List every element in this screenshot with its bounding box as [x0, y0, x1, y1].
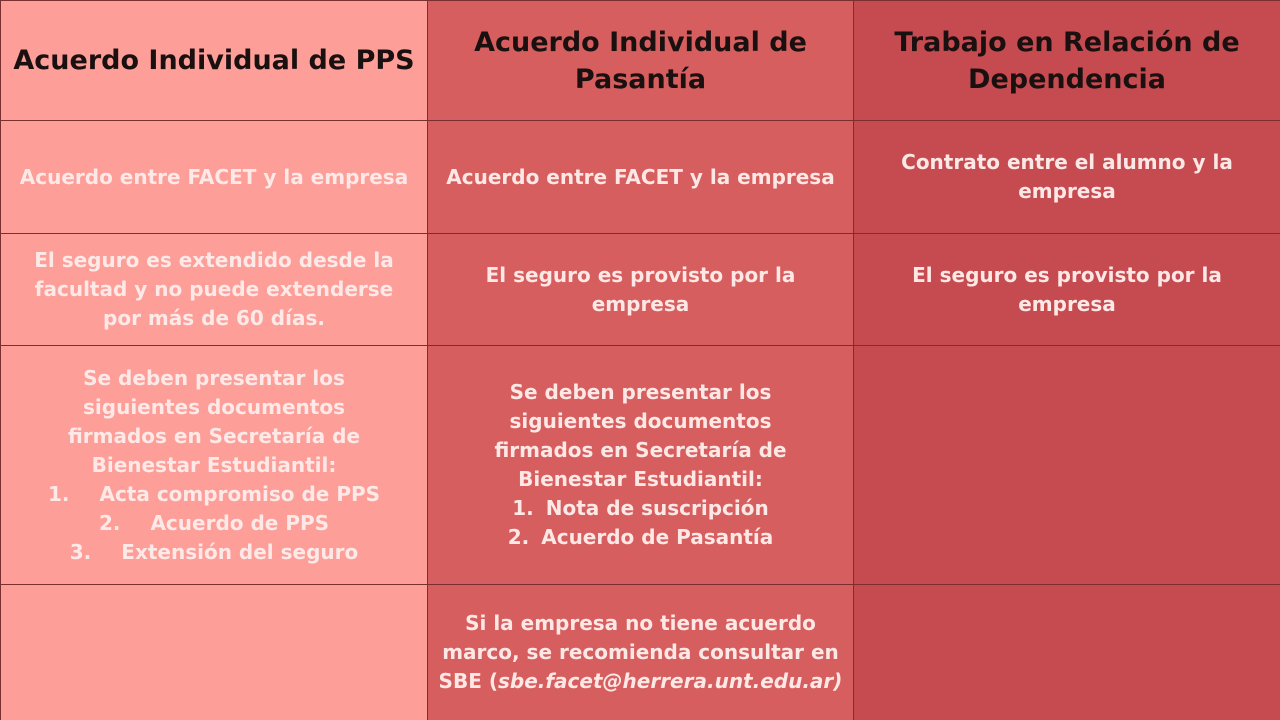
- documents-cell-pasantia: [428, 346, 854, 585]
- documents-cell-dependencia: [854, 346, 1280, 585]
- note-pasantia: [438, 609, 843, 696]
- header-row: [1, 1, 1280, 121]
- agreement-cell-pasantia: [428, 121, 854, 234]
- list-number: 1.: [512, 496, 534, 520]
- list-item: [438, 523, 843, 552]
- header-dependencia: Trabajo en Relación de Dependencia: [894, 26, 1240, 95]
- documents-pps-list: [11, 480, 417, 567]
- contact-email: sbe.facet@herrera.unt.edu.ar): [497, 669, 843, 693]
- insurance-row: [1, 234, 1280, 346]
- insurance-dependencia: El seguro es provisto por la empresa: [912, 262, 1222, 316]
- insurance-pps: El seguro es extendido desde la facultad y no puede extenderse por más de 60 días.: [34, 248, 394, 330]
- list-item: [438, 494, 843, 523]
- insurance-pasantia: El seguro es provisto por la empresa: [485, 262, 796, 316]
- note-text: Si la empresa no tiene acuerdo marco, se recomienda consultar en SBE (: [438, 611, 839, 693]
- header-pasantia: Acuerdo Individual de Pasantía: [474, 26, 807, 95]
- note-cell-pasantia: [428, 585, 854, 720]
- agreement-row: [1, 121, 1280, 234]
- insurance-cell-pps: [1, 234, 428, 346]
- list-text: Nota de suscripción: [545, 496, 769, 520]
- list-text: Acuerdo de PPS: [150, 510, 330, 535]
- insurance-cell-pasantia: [428, 234, 854, 346]
- insurance-cell-dependencia: [854, 234, 1280, 346]
- agreement-dependencia: Contrato entre el alumno y la empresa: [901, 150, 1233, 203]
- note-cell-pps: [1, 585, 428, 720]
- agreement-cell-dependencia: [854, 121, 1280, 234]
- note-cell-dependencia: [854, 585, 1280, 720]
- list-item: [11, 509, 417, 538]
- header-cell-dependencia: [854, 1, 1280, 121]
- list-number: 2.: [98, 510, 121, 535]
- list-item: [11, 538, 417, 567]
- header-pps: Acuerdo Individual de PPS: [13, 45, 415, 76]
- header-cell-pasantia: [428, 1, 854, 121]
- list-text: Acta compromiso de PPS: [99, 481, 381, 506]
- note-row: [1, 585, 1280, 720]
- list-number: 3.: [69, 539, 92, 564]
- list-text: Extensión del seguro: [121, 539, 359, 564]
- documents-pps-intro: Se deben presentar los siguientes documentos firmados en Secretaría de Bienestar Estudiantil:: [67, 365, 361, 477]
- list-text: Acuerdo de Pasantía: [541, 525, 774, 549]
- list-number: 2.: [507, 525, 530, 549]
- documents-row: [1, 346, 1280, 585]
- header-cell-pps: [1, 1, 428, 121]
- list-item: [11, 480, 417, 509]
- documents-pasantia-intro: Se deben presentar los siguientes documentos firmados en Secretaría de Bienestar Estudiantil:: [494, 380, 787, 491]
- agreement-cell-pps: [1, 121, 428, 234]
- agreement-pasantia: Acuerdo entre FACET y la empresa: [446, 164, 835, 189]
- agreement-pps: Acuerdo entre FACET y la empresa: [19, 164, 409, 189]
- list-number: 1.: [47, 481, 70, 506]
- documents-cell-pps: [1, 346, 428, 585]
- documents-pasantia-list: [438, 494, 843, 552]
